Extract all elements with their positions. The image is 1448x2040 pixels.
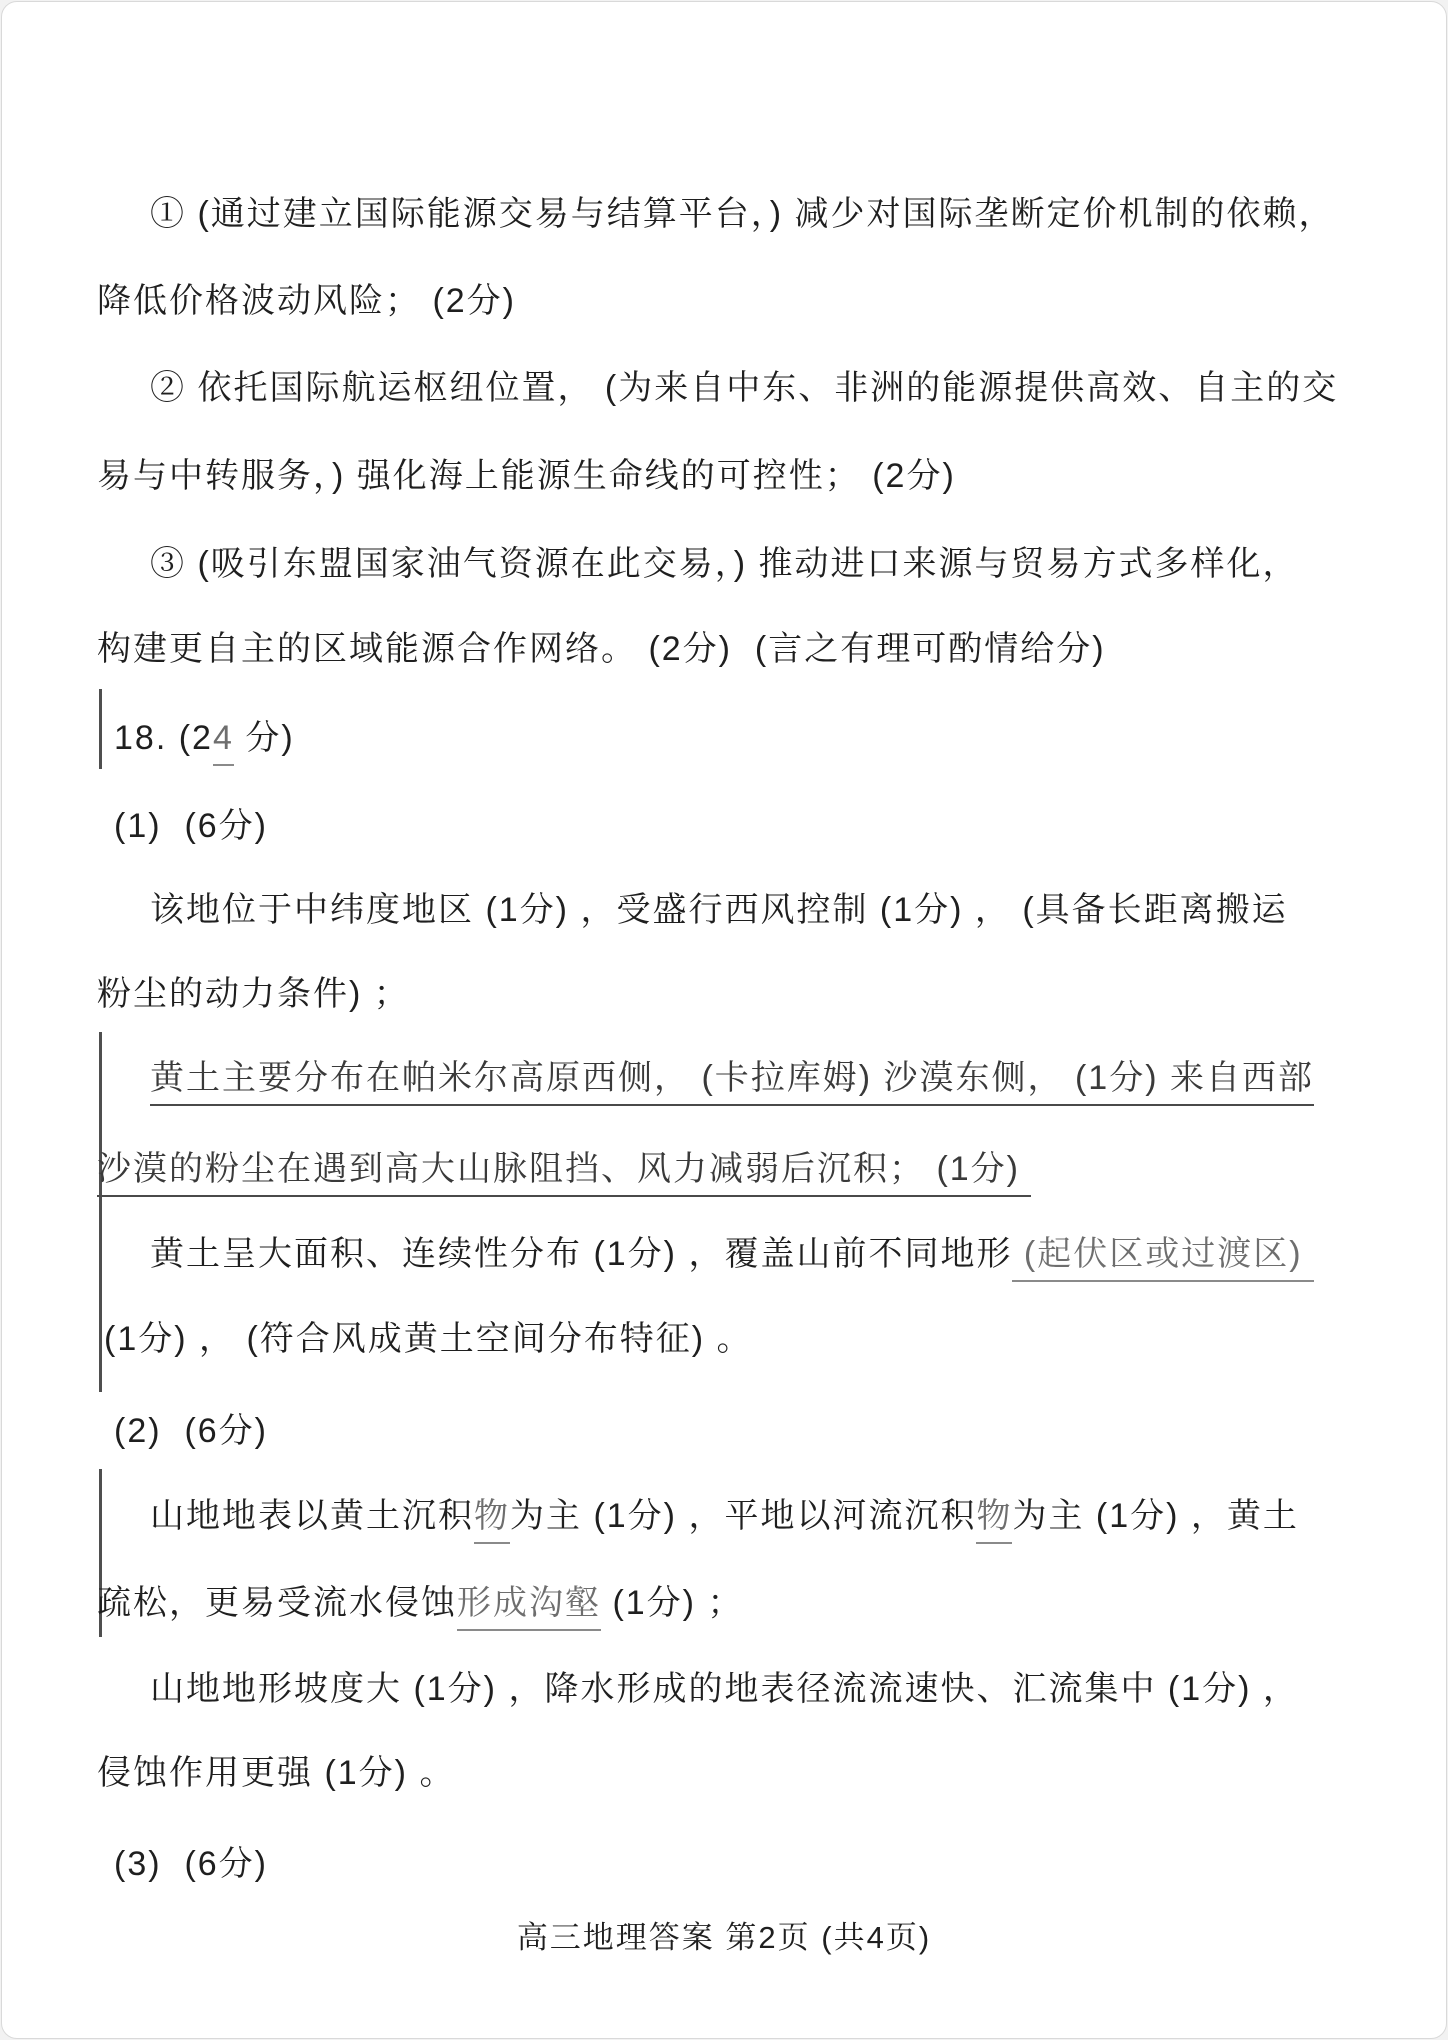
- answer-text: (3) (6分): [114, 1845, 268, 1883]
- inserted-text: 4: [213, 719, 234, 766]
- inserted-text: (起伏区或过渡区): [1012, 1235, 1314, 1282]
- answer-text: 为主 (1分) ，平地以河流沉积: [510, 1497, 977, 1535]
- answer-text: 山地地形坡度大 (1分) ，降水形成的地表径流流速快、汇流集中 (1分) ，: [150, 1670, 1299, 1708]
- question-number-line: [114, 714, 295, 762]
- answer-line: [150, 190, 1335, 238]
- answer-text: 18. (2: [114, 719, 213, 757]
- answer-line: [97, 277, 516, 325]
- answer-line: [97, 625, 1106, 673]
- revision-change-bar: [99, 1032, 102, 1392]
- answer-text: ③ (吸引东盟国家油气资源在此交易，) 推动进口来源与贸易方式多样化，: [150, 545, 1299, 583]
- answer-line: [104, 1315, 753, 1363]
- answer-line: [150, 1665, 1299, 1713]
- answer-text: 为主 (1分) ，黄土: [1012, 1497, 1299, 1535]
- answer-text: 降低价格波动风险； (2分): [97, 282, 516, 320]
- inserted-text: 形成沟壑: [457, 1584, 601, 1631]
- answer-text: 黄土呈大面积、连续性分布 (1分) ，覆盖山前不同地形: [150, 1235, 1013, 1273]
- underlined-text: 黄土主要分布在帕米尔高原西侧， (卡拉库姆) 沙漠东侧， (1分) 来自西部: [150, 1059, 1314, 1106]
- document-page: [1, 1, 1447, 2039]
- answer-text: (2) (6分): [114, 1412, 268, 1450]
- revision-change-bar: [99, 689, 102, 769]
- answer-line: [97, 452, 956, 500]
- answer-line: [150, 540, 1299, 588]
- answer-line: [150, 364, 1338, 412]
- answer-text: 粉尘的动力条件) ；: [97, 975, 410, 1013]
- sub-question-line: [114, 1407, 268, 1455]
- answer-text: 构建更自主的区域能源合作网络。 (2分) (言之有理可酌情给分): [97, 630, 1106, 668]
- underlined-text: 沙漠的粉尘在遇到高大山脉阻挡、风力减弱后沉积； (1分): [97, 1150, 1031, 1197]
- answer-line: [97, 1579, 743, 1627]
- answer-line: [97, 1145, 1031, 1193]
- answer-text: 山地地表以黄土沉积: [150, 1497, 474, 1535]
- answer-line: [150, 1230, 1314, 1278]
- answer-text: ① (通过建立国际能源交易与结算平台，) 减少对国际垄断定价机制的依赖，: [150, 195, 1335, 233]
- answer-text: 侵蚀作用更强 (1分) 。: [97, 1754, 456, 1792]
- answer-text: 疏松，更易受流水侵蚀: [97, 1584, 457, 1622]
- answer-line: [150, 1492, 1299, 1540]
- page-footer: 高三地理答案 第2页 (共4页): [516, 1920, 932, 1955]
- sub-question-line: [114, 802, 268, 850]
- answer-text: (1分) ；: [601, 1584, 744, 1622]
- answer-text: 该地位于中纬度地区 (1分) ，受盛行西风控制 (1分) ， (具备长距离搬运: [150, 891, 1288, 929]
- answer-line: [97, 1749, 455, 1797]
- inserted-text: 物: [976, 1497, 1012, 1544]
- answer-text: 分): [233, 719, 295, 757]
- sub-question-line: [114, 1840, 268, 1888]
- answer-text: (1分) ， (符合风成黄土空间分布特征) 。: [104, 1320, 753, 1358]
- answer-text: ② 依托国际航运枢纽位置， (为来自中东、非洲的能源提供高效、自主的交: [150, 369, 1339, 407]
- answer-line: [150, 1054, 1314, 1102]
- answer-line: [150, 886, 1288, 934]
- answer-text: (1) (6分): [114, 807, 268, 845]
- answer-text: 易与中转服务，) 强化海上能源生命线的可控性； (2分): [97, 457, 956, 495]
- answer-line: [97, 970, 410, 1018]
- inserted-text: 物: [474, 1497, 510, 1544]
